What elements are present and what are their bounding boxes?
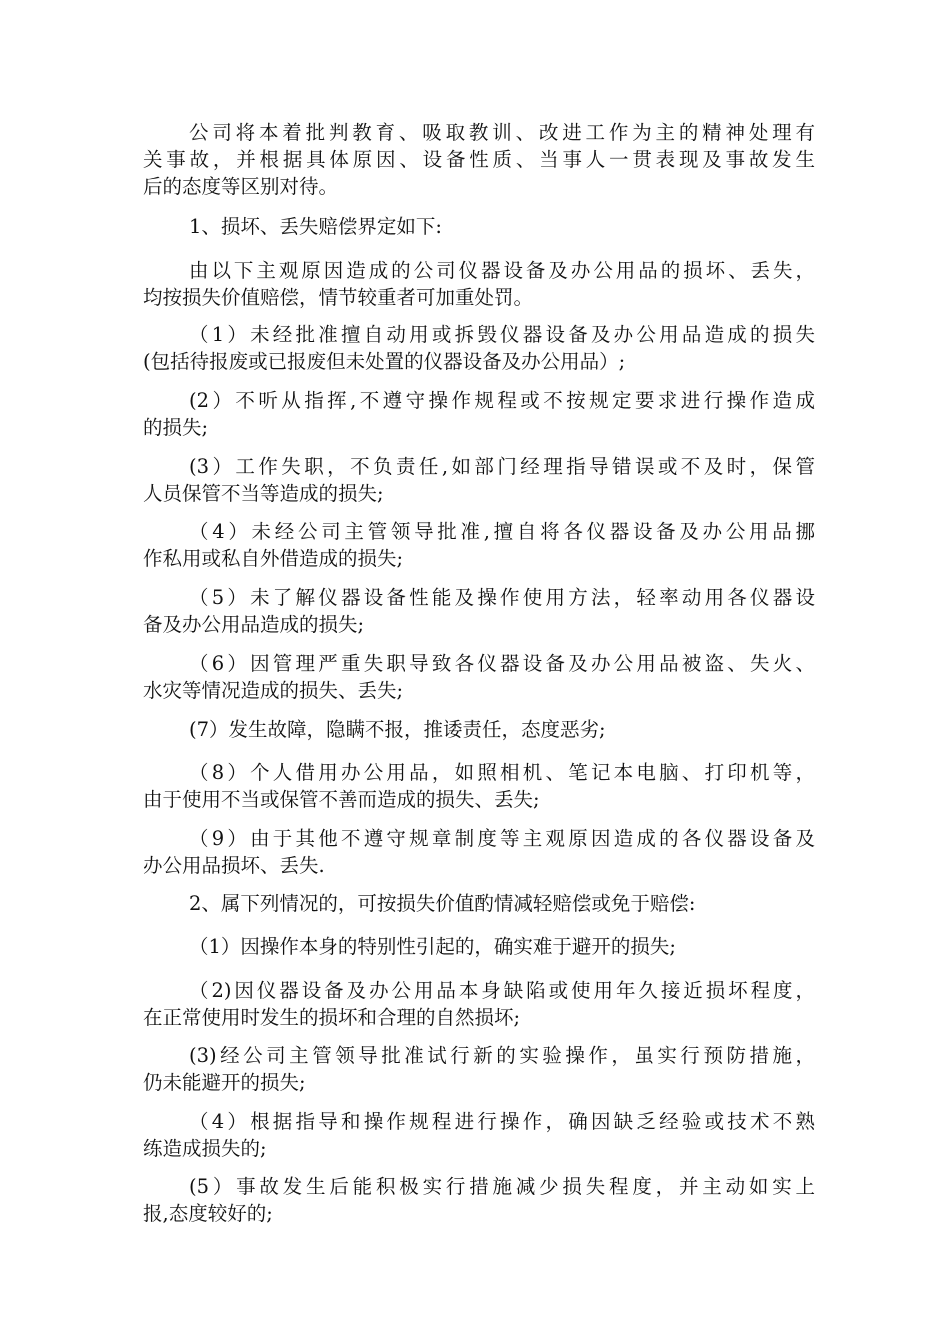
list-item-9 bbox=[143, 825, 815, 879]
paragraph-line: (包括待报废或已报废但未处置的仪器设备及办公用品）; bbox=[143, 350, 626, 373]
paragraph-line: 由以下主观原因造成的公司仪器设备及办公用品的损坏、丢失， bbox=[189, 259, 815, 282]
exemption-item-1 bbox=[143, 933, 815, 960]
paragraph-line: (5）事故发生后能积极实行措施减少损失程度，并主动如实上 bbox=[189, 1175, 815, 1198]
paragraph-line: （4）未经公司主管领导批准,擅自将各仪器设备及办公用品挪 bbox=[189, 520, 815, 543]
paragraph-intro bbox=[143, 119, 815, 200]
paragraph-line: 在正常使用时发生的损坏和合理的自然损坏; bbox=[143, 1006, 521, 1029]
paragraph-line: (3）工作失职，不负责任,如部门经理指导错误或不及时，保管 bbox=[189, 455, 815, 478]
paragraph-line: 备及办公用品造成的损失; bbox=[143, 613, 365, 636]
list-item-8 bbox=[143, 759, 815, 813]
paragraph-line: 练造成损失的; bbox=[143, 1137, 267, 1160]
exemption-item-4 bbox=[143, 1108, 815, 1162]
exemption-item-2 bbox=[143, 977, 815, 1031]
paragraph-line: 关事故，并根据具体原因、设备性质、当事人一贯表现及事故发生 bbox=[143, 148, 815, 171]
paragraph-line: （1）因操作本身的特别性引起的，确实难于避开的损失; bbox=[189, 935, 676, 958]
paragraph-line: 办公用品损坏、丢失. bbox=[143, 854, 325, 877]
paragraph-line: 2、属下列情况的，可按损失价值酌情减轻赔偿或免于赔偿: bbox=[189, 892, 696, 915]
list-item-3 bbox=[143, 453, 815, 507]
section-heading-2 bbox=[143, 890, 815, 917]
list-item-6 bbox=[143, 650, 815, 704]
paragraph-line: （5）未了解仪器设备性能及操作使用方法，轻率动用各仪器设 bbox=[189, 586, 815, 609]
paragraph-line: （6）因管理严重失职导致各仪器设备及办公用品被盗、失火、 bbox=[189, 652, 815, 675]
section-heading-1 bbox=[143, 213, 815, 240]
paragraph-line: (2）不听从指挥,不遵守操作规程或不按规定要求进行操作造成 bbox=[189, 389, 815, 412]
paragraph-line: (7）发生故障，隐瞒不报，推诿责任，态度恶劣; bbox=[189, 718, 606, 741]
paragraph-line: (3)经公司主管领导批准试行新的实验操作，虽实行预防措施， bbox=[189, 1044, 815, 1067]
list-item-7 bbox=[143, 716, 815, 743]
exemption-item-5 bbox=[143, 1173, 815, 1227]
paragraph-line: 由于使用不当或保管不善而造成的损失、丢失; bbox=[143, 788, 540, 811]
list-item-1 bbox=[143, 321, 815, 375]
paragraph-line: （8）个人借用办公用品，如照相机、笔记本电脑、打印机等， bbox=[189, 761, 815, 784]
paragraph-line: 的损失; bbox=[143, 416, 209, 439]
exemption-item-3 bbox=[143, 1042, 815, 1096]
paragraph-line: 作私用或私自外借造成的损失; bbox=[143, 547, 404, 570]
paragraph-line: 均按损失价值赔偿，情节较重者可加重处罚。 bbox=[143, 286, 534, 309]
paragraph-line: 仍未能避开的损失; bbox=[143, 1071, 306, 1094]
paragraph-liability bbox=[143, 257, 815, 311]
list-item-5 bbox=[143, 584, 815, 638]
list-item-2 bbox=[143, 387, 815, 441]
paragraph-line: 1、损坏、丢失赔偿界定如下: bbox=[189, 215, 442, 238]
paragraph-line: 后的态度等区别对待。 bbox=[143, 175, 339, 198]
paragraph-line: （1）未经批准擅自动用或拆毁仪器设备及办公用品造成的损失 bbox=[189, 323, 815, 346]
paragraph-line: 人员保管不当等造成的损失; bbox=[143, 482, 384, 505]
paragraph-line: 报,态度较好的; bbox=[143, 1202, 273, 1225]
list-item-4 bbox=[143, 518, 815, 572]
paragraph-line: （2)因仪器设备及办公用品本身缺陷或使用年久接近损坏程度， bbox=[189, 979, 815, 1002]
paragraph-line: 水灾等情况造成的损失、丢失; bbox=[143, 679, 404, 702]
paragraph-line: （9）由于其他不遵守规章制度等主观原因造成的各仪器设备及 bbox=[189, 827, 815, 850]
paragraph-line: （4）根据指导和操作规程进行操作，确因缺乏经验或技术不熟 bbox=[189, 1110, 815, 1133]
paragraph-line: 公司将本着批判教育、吸取教训、改进工作为主的精神处理有 bbox=[189, 121, 815, 144]
